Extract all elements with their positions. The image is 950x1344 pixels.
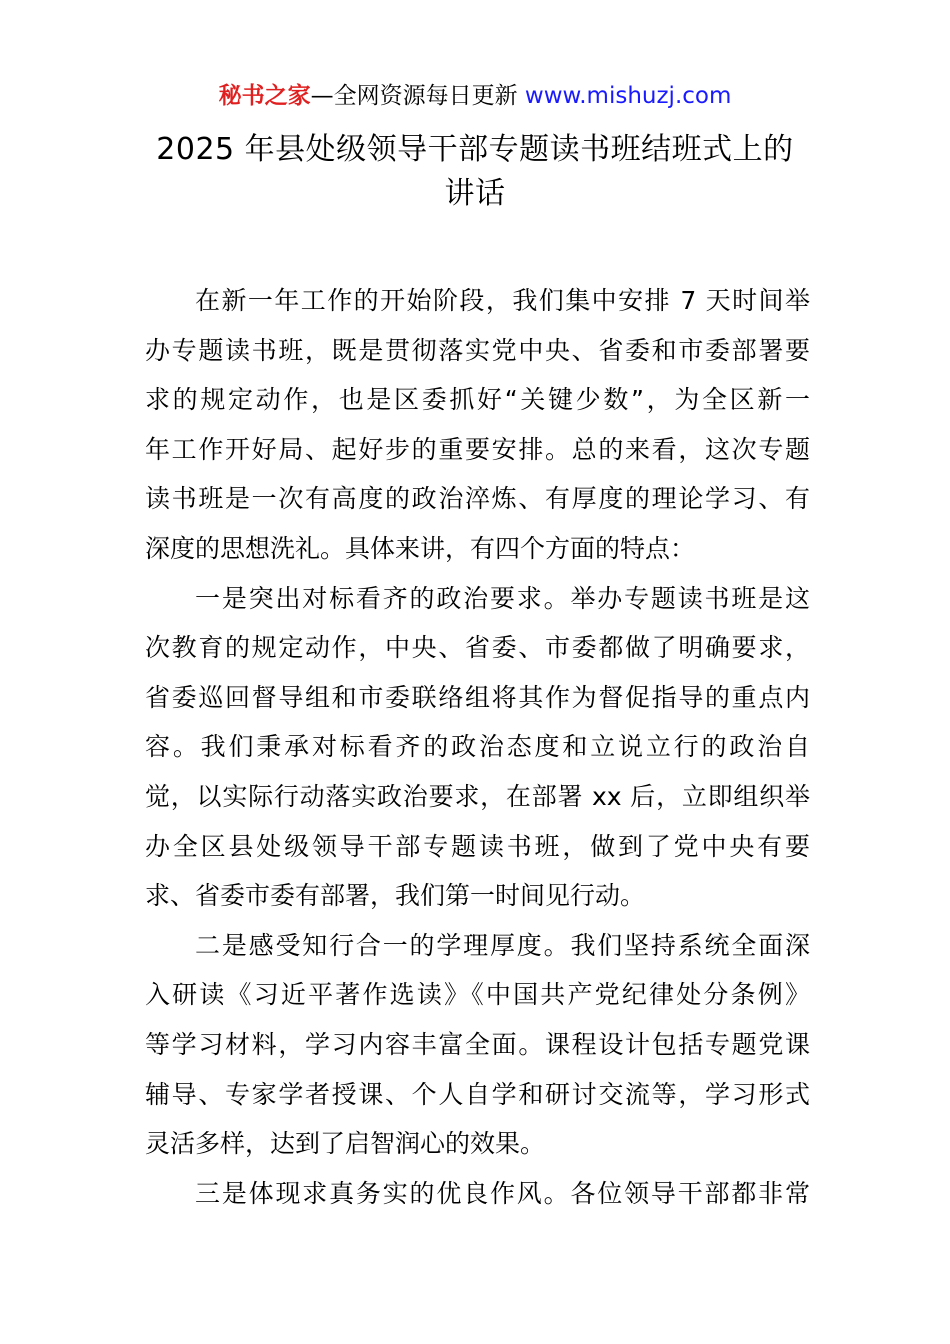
site-brand: 秘书之家 — [218, 83, 311, 109]
paragraph-line: 一是突出对标看齐的政治要求。举办专题读书班是这 — [195, 583, 810, 613]
paragraph-line: 三是体现求真务实的优良作风。各位领导干部都非常 — [195, 1178, 810, 1208]
paragraph-line: 入研读《习近平著作选读》《中国共产党纪律处分条例》 — [145, 980, 810, 1010]
paragraph-line: 灵活多样，达到了启智润心的效果。 — [145, 1129, 546, 1159]
paragraph-line: 读书班是一次有高度的政治淬炼、有厚度的理论学习、有 — [145, 484, 810, 514]
paragraph-line: 办专题读书班，既是贯彻落实党中央、省委和市委部署要 — [145, 335, 810, 365]
paragraph-line: 等学习材料，学习内容丰富全面。课程设计包括专题党课 — [145, 1029, 810, 1059]
paragraph-line: 办全区县处级领导干部专题读书班，做到了党中央有要 — [145, 831, 810, 861]
paragraph-line: 辅导、专家学者授课、个人自学和研讨交流等，学习形式 — [145, 1079, 810, 1109]
paragraph-line: 深度的思想洗礼。具体来讲，有四个方面的特点： — [145, 533, 696, 563]
title-line: 讲话 — [444, 176, 506, 211]
site-url-link[interactable]: www.mishuzj.com — [524, 83, 732, 109]
site-header — [0, 80, 950, 112]
paragraph — [145, 921, 810, 1169]
paragraph-line: 求、省委市委有部署，我们第一时间见行动。 — [145, 881, 646, 911]
site-tagline: —全网资源每日更新 — [310, 83, 525, 109]
paragraph-line: 容。我们秉承对标看齐的政治态度和立说立行的政治自 — [145, 732, 810, 762]
paragraph — [145, 1169, 810, 1219]
paragraph — [145, 276, 810, 574]
paragraph-line: 求的规定动作，也是区委抓好“关键少数”，为全区新一 — [145, 385, 810, 415]
paragraph-line: 觉，以实际行动落实政治要求，在部署 xx 后，立即组织举 — [145, 781, 810, 811]
paragraph — [145, 574, 810, 921]
paragraph-line: 年工作开好局、起好步的重要安排。总的来看，这次专题 — [145, 434, 810, 464]
title-line: 2025 年县处级领导干部专题读书班结班式上的 — [156, 132, 794, 167]
paragraph-line: 次教育的规定动作，中央、省委、市委都做了明确要求， — [145, 633, 810, 663]
document-title — [120, 128, 830, 216]
paragraph-line: 在新一年工作的开始阶段，我们集中安排 7 天时间举 — [195, 286, 810, 315]
paragraph-line: 省委巡回督导组和市委联络组将其作为督促指导的重点内 — [145, 682, 810, 712]
document-body — [145, 276, 810, 1218]
paragraph-line: 二是感受知行合一的学理厚度。我们坚持系统全面深 — [195, 930, 810, 960]
